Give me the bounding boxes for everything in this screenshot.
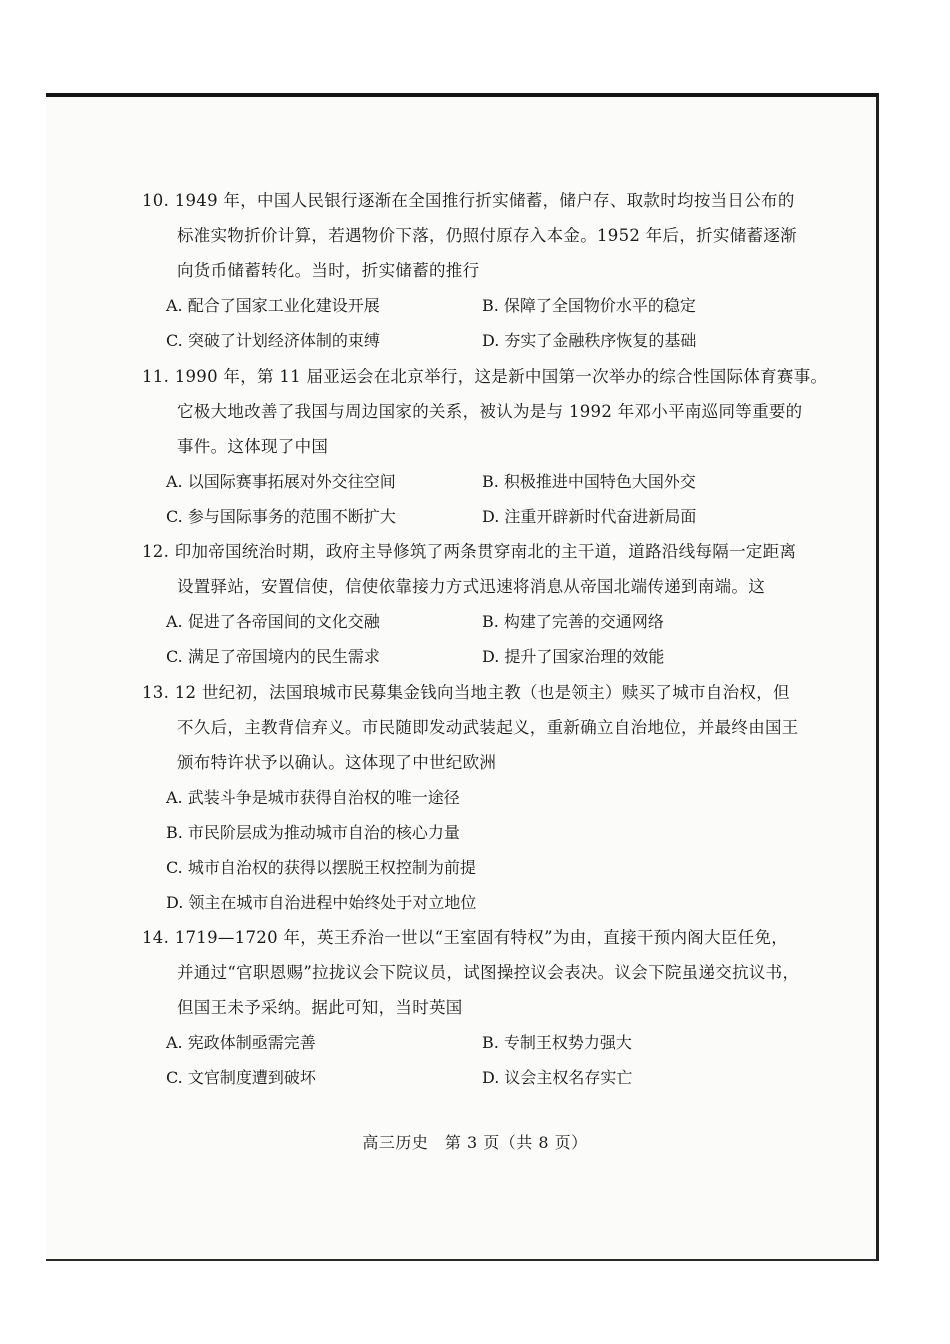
question-10	[142, 183, 832, 358]
question-number: 13.	[142, 683, 170, 702]
question-stem-line: 它极大地改善了我国与周边国家的关系，被认为是与 1992 年邓小平南巡同等重要的	[177, 402, 803, 421]
question-stem-line: 标准实物折价计算，若遇物价下落，仍照付原存入本金。1952 年后，折实储蓄逐渐	[177, 226, 797, 245]
question-stem-line: 向货币储蓄转化。当时，折实储蓄的推行	[177, 261, 480, 280]
question-stem-line: 12. 印加帝国统治时期，政府主导修筑了两条贯穿南北的主干道，道路沿线每隔一定距离	[142, 542, 797, 561]
option-c: C. 参与国际事务的范围不断扩大	[166, 507, 396, 526]
option-c: C. 满足了帝国境内的民生需求	[166, 647, 380, 666]
option-b: B. 构建了完善的交通网络	[482, 612, 664, 631]
option-a: A. 配合了国家工业化建设开展	[166, 296, 380, 315]
option-b: B. 市民阶层成为推动城市自治的核心力量	[166, 823, 460, 842]
question-stem-line: 颁布特许状予以确认。这体现了中世纪欧洲	[177, 753, 497, 772]
question-number: 14.	[142, 928, 170, 947]
option-d: D. 领主在城市自治进程中始终处于对立地位	[166, 893, 477, 912]
option-b: B. 保障了全国物价水平的稳定	[482, 296, 696, 315]
options	[142, 604, 832, 674]
page-footer: 高三历史 第 3 页（共 8 页）	[362, 1133, 588, 1152]
question-12	[142, 534, 832, 674]
question-stem-line: 事件。这体现了中国	[177, 437, 329, 456]
question-stem-line: 但国王未予采纳。据此可知，当时英国	[177, 998, 463, 1017]
question-stem-line: 13. 12 世纪初，法国琅城市民募集金钱向当地主教（也是领主）赎买了城市自治权，但	[142, 683, 790, 702]
options	[142, 288, 832, 358]
question-13	[142, 675, 832, 920]
option-a: A. 宪政体制亟需完善	[166, 1033, 316, 1052]
question-number: 12.	[142, 542, 170, 561]
question-number: 11.	[142, 367, 170, 386]
option-b: B. 积极推进中国特色大国外交	[482, 472, 696, 491]
option-b: B. 专制王权势力强大	[482, 1033, 632, 1052]
question-stem-line: 并通过“官职恩赐”拉拢议会下院议员，试图操控议会表决。议会下院虽递交抗议书，	[177, 963, 800, 982]
option-d: D. 提升了国家治理的效能	[482, 647, 665, 666]
option-d: D. 议会主权名存实亡	[482, 1068, 633, 1087]
option-d: D. 注重开辟新时代奋进新局面	[482, 507, 697, 526]
question-number: 10.	[142, 191, 170, 210]
option-c: C. 城市自治权的获得以摆脱王权控制为前提	[166, 858, 476, 877]
question-stem-line: 14. 1719—1720 年，英王乔治一世以“王室固有特权”为由，直接干预内阁大臣任免，	[142, 928, 789, 947]
question-stem-line: 10. 1949 年，中国人民银行逐渐在全国推行折实储蓄，储户存、取款时均按当日公布的	[142, 191, 795, 210]
question-stem-line: 设置驿站，安置信使，信使依靠接力方式迅速将消息从帝国北端传递到南端。这	[177, 577, 765, 596]
option-d: D. 夯实了金融秩序恢复的基础	[482, 331, 697, 350]
question-stem-line: 不久后，主教背信弃义。市民随即发动武装起义，重新确立自治地位，并最终由国王	[177, 718, 799, 737]
option-a: A. 促进了各帝国间的文化交融	[166, 612, 380, 631]
options	[142, 1025, 832, 1095]
question-stem-line: 11. 1990 年，第 11 届亚运会在北京举行，这是新中国第一次举办的综合性国际体育赛事。	[142, 367, 828, 386]
option-c: C. 突破了计划经济体制的束缚	[166, 331, 380, 350]
options	[142, 780, 832, 920]
option-a: A. 以国际赛事拓展对外交往空间	[166, 472, 396, 491]
options	[142, 464, 832, 534]
option-c: C. 文官制度遭到破坏	[166, 1068, 316, 1087]
option-a: A. 武装斗争是城市获得自治权的唯一途径	[166, 788, 460, 807]
question-14	[142, 920, 832, 1095]
question-11	[142, 359, 832, 534]
